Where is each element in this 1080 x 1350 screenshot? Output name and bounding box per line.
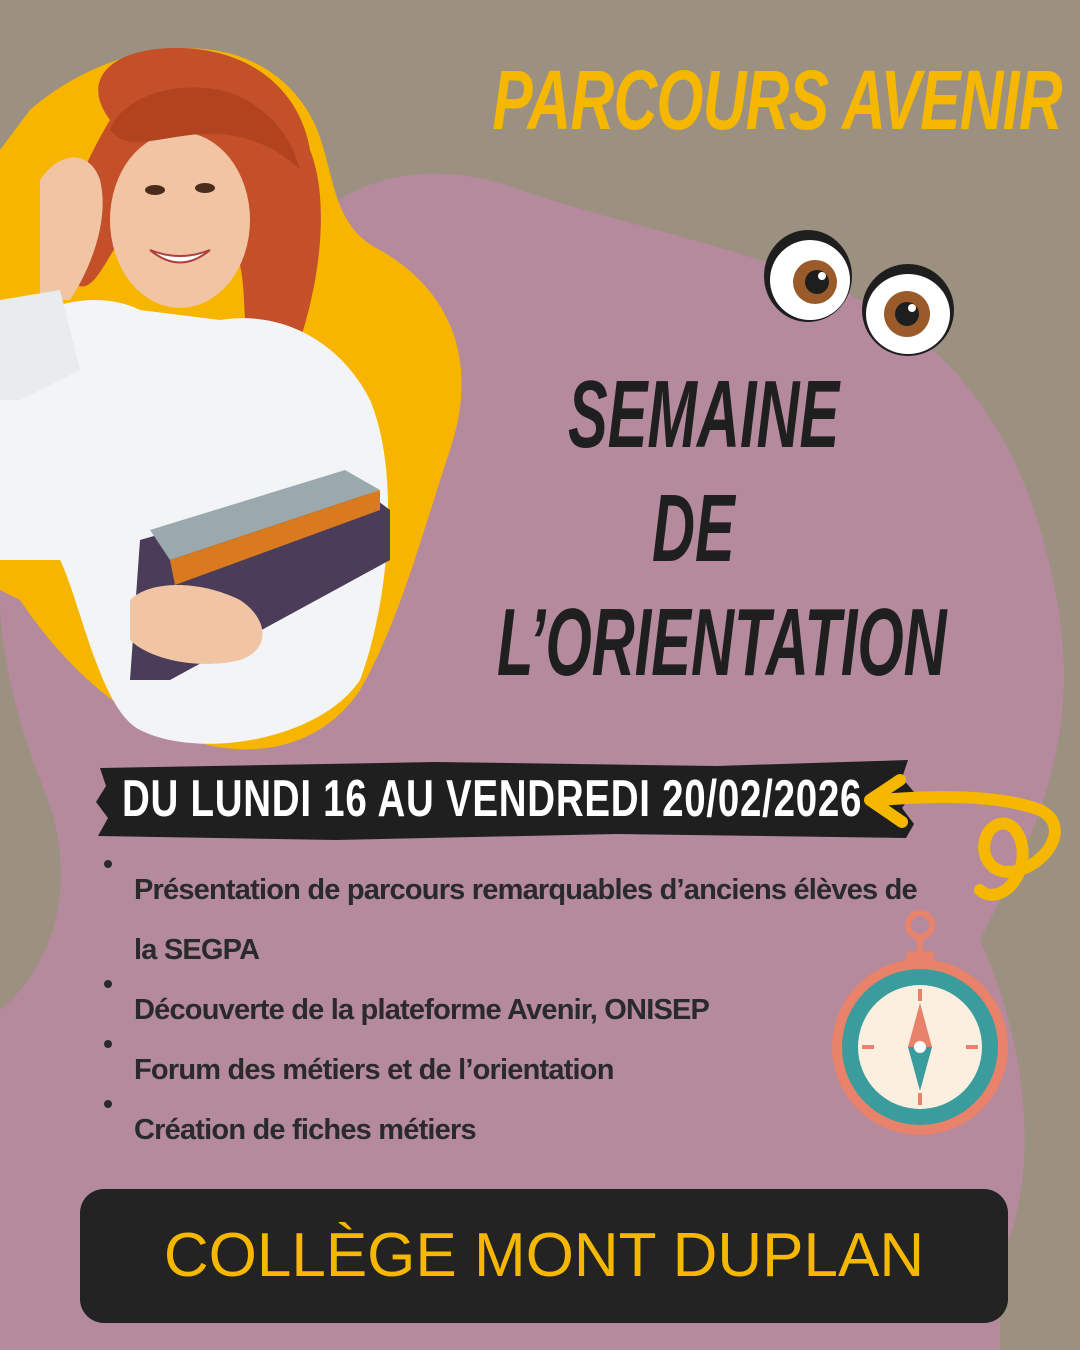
program-item-label: Création de fiches métiers [134, 1114, 476, 1146]
event-title-line-3: L’ORIENTATION [497, 589, 947, 696]
list-item [104, 980, 934, 1040]
bullet-dot [104, 860, 112, 868]
header-title: PARCOURS AVENIR [492, 53, 1062, 147]
program-item-label: Découverte de la plateforme Avenir, ONISEP [134, 994, 710, 1026]
event-dates: DU LUNDI 16 AU VENDREDI 20/02/2026 [122, 770, 863, 828]
program-item-label: Forum des métiers et de l’orientation [134, 1054, 614, 1086]
list-item [104, 1040, 934, 1100]
bullet-dot [104, 1040, 112, 1048]
compass-icon [828, 905, 1018, 1145]
program-item-label: Présentation de parcours remarquables d’anciens élèves de la SEGPA [134, 874, 917, 966]
program-list [104, 860, 934, 1160]
bullet-dot [104, 980, 112, 988]
list-item [104, 860, 934, 980]
eyes-icon [760, 228, 970, 358]
student-illustration [0, 40, 470, 760]
event-title-line-1: SEMAINE [568, 361, 840, 468]
bullet-dot [104, 1100, 112, 1108]
event-title-line-2: DE [652, 475, 735, 582]
list-item [104, 1100, 934, 1160]
school-name: COLLÈGE MONT DUPLAN [163, 1221, 925, 1290]
